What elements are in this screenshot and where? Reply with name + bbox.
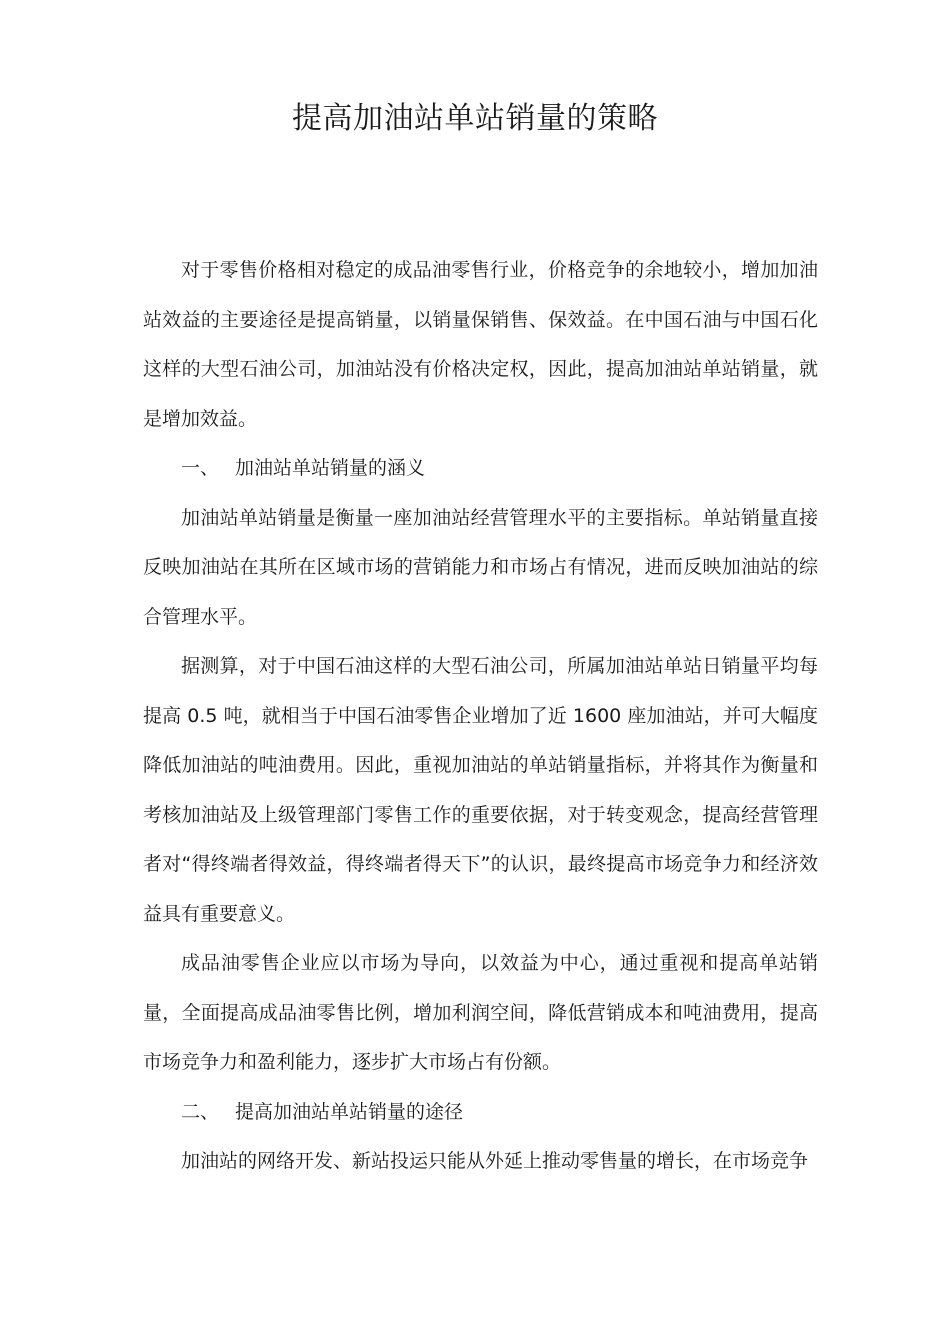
document-title: 提高加油站单站销量的策略 (292, 101, 658, 136)
section-heading-text: 提高加油站单站销量的途径 (235, 1100, 464, 1123)
document-body (143, 246, 818, 1187)
section-heading-text: 加油站单站销量的涵义 (235, 457, 426, 479)
section-number: 二、 (181, 1100, 220, 1123)
section-number: 一、 (181, 457, 220, 479)
section-heading-1 (143, 444, 818, 494)
paragraph-intro: 对于零售价格相对稳定的成品油零售行业，价格竞争的余地较小，增加加油站效益的主要途径是提高销量，以销量保销售、保效益。在中国石油与中国石化这样的大型石油公司，加油站没有价格决定权，因此，提高加油站单站销量，就是增加效益。 (143, 259, 818, 430)
section-heading-2 (143, 1088, 818, 1138)
paragraph: 加油站的网络开发、新站投运只能从外延上推动零售量的增长，在市场竞争 (181, 1150, 809, 1172)
paragraph: 据测算，对于中国石油这样的大型石油公司，所属加油站单站日销量平均每提高 0.5 吨，就相当于中国石油零售企业增加了近 1600 座加油站，并可大幅度降低加油站的吨油费用。因此，重视加油站的单站销量指标，并将其作为衡量和考核加油站及上级管理部门零售工作的重要依据，对于转变观念，提高经营管理者对“得终端者得效益，得终端者得天下”的认识，最终提高市场竞争力和经济效益具有重要意义。 (143, 655, 818, 925)
paragraph: 加油站单站销量是衡量一座加油站经营管理水平的主要指标。单站销量直接反映加油站在其所在区域市场的营销能力和市场占有情况，进而反映加油站的综合管理水平。 (143, 506, 818, 628)
paragraph: 成品油零售企业应以市场为导向，以效益为中心，通过重视和提高单站销量，全面提高成品油零售比例，增加利润空间，降低营销成本和吨油费用，提高市场竞争力和盈利能力，逐步扩大市场占有份额。 (143, 952, 818, 1073)
